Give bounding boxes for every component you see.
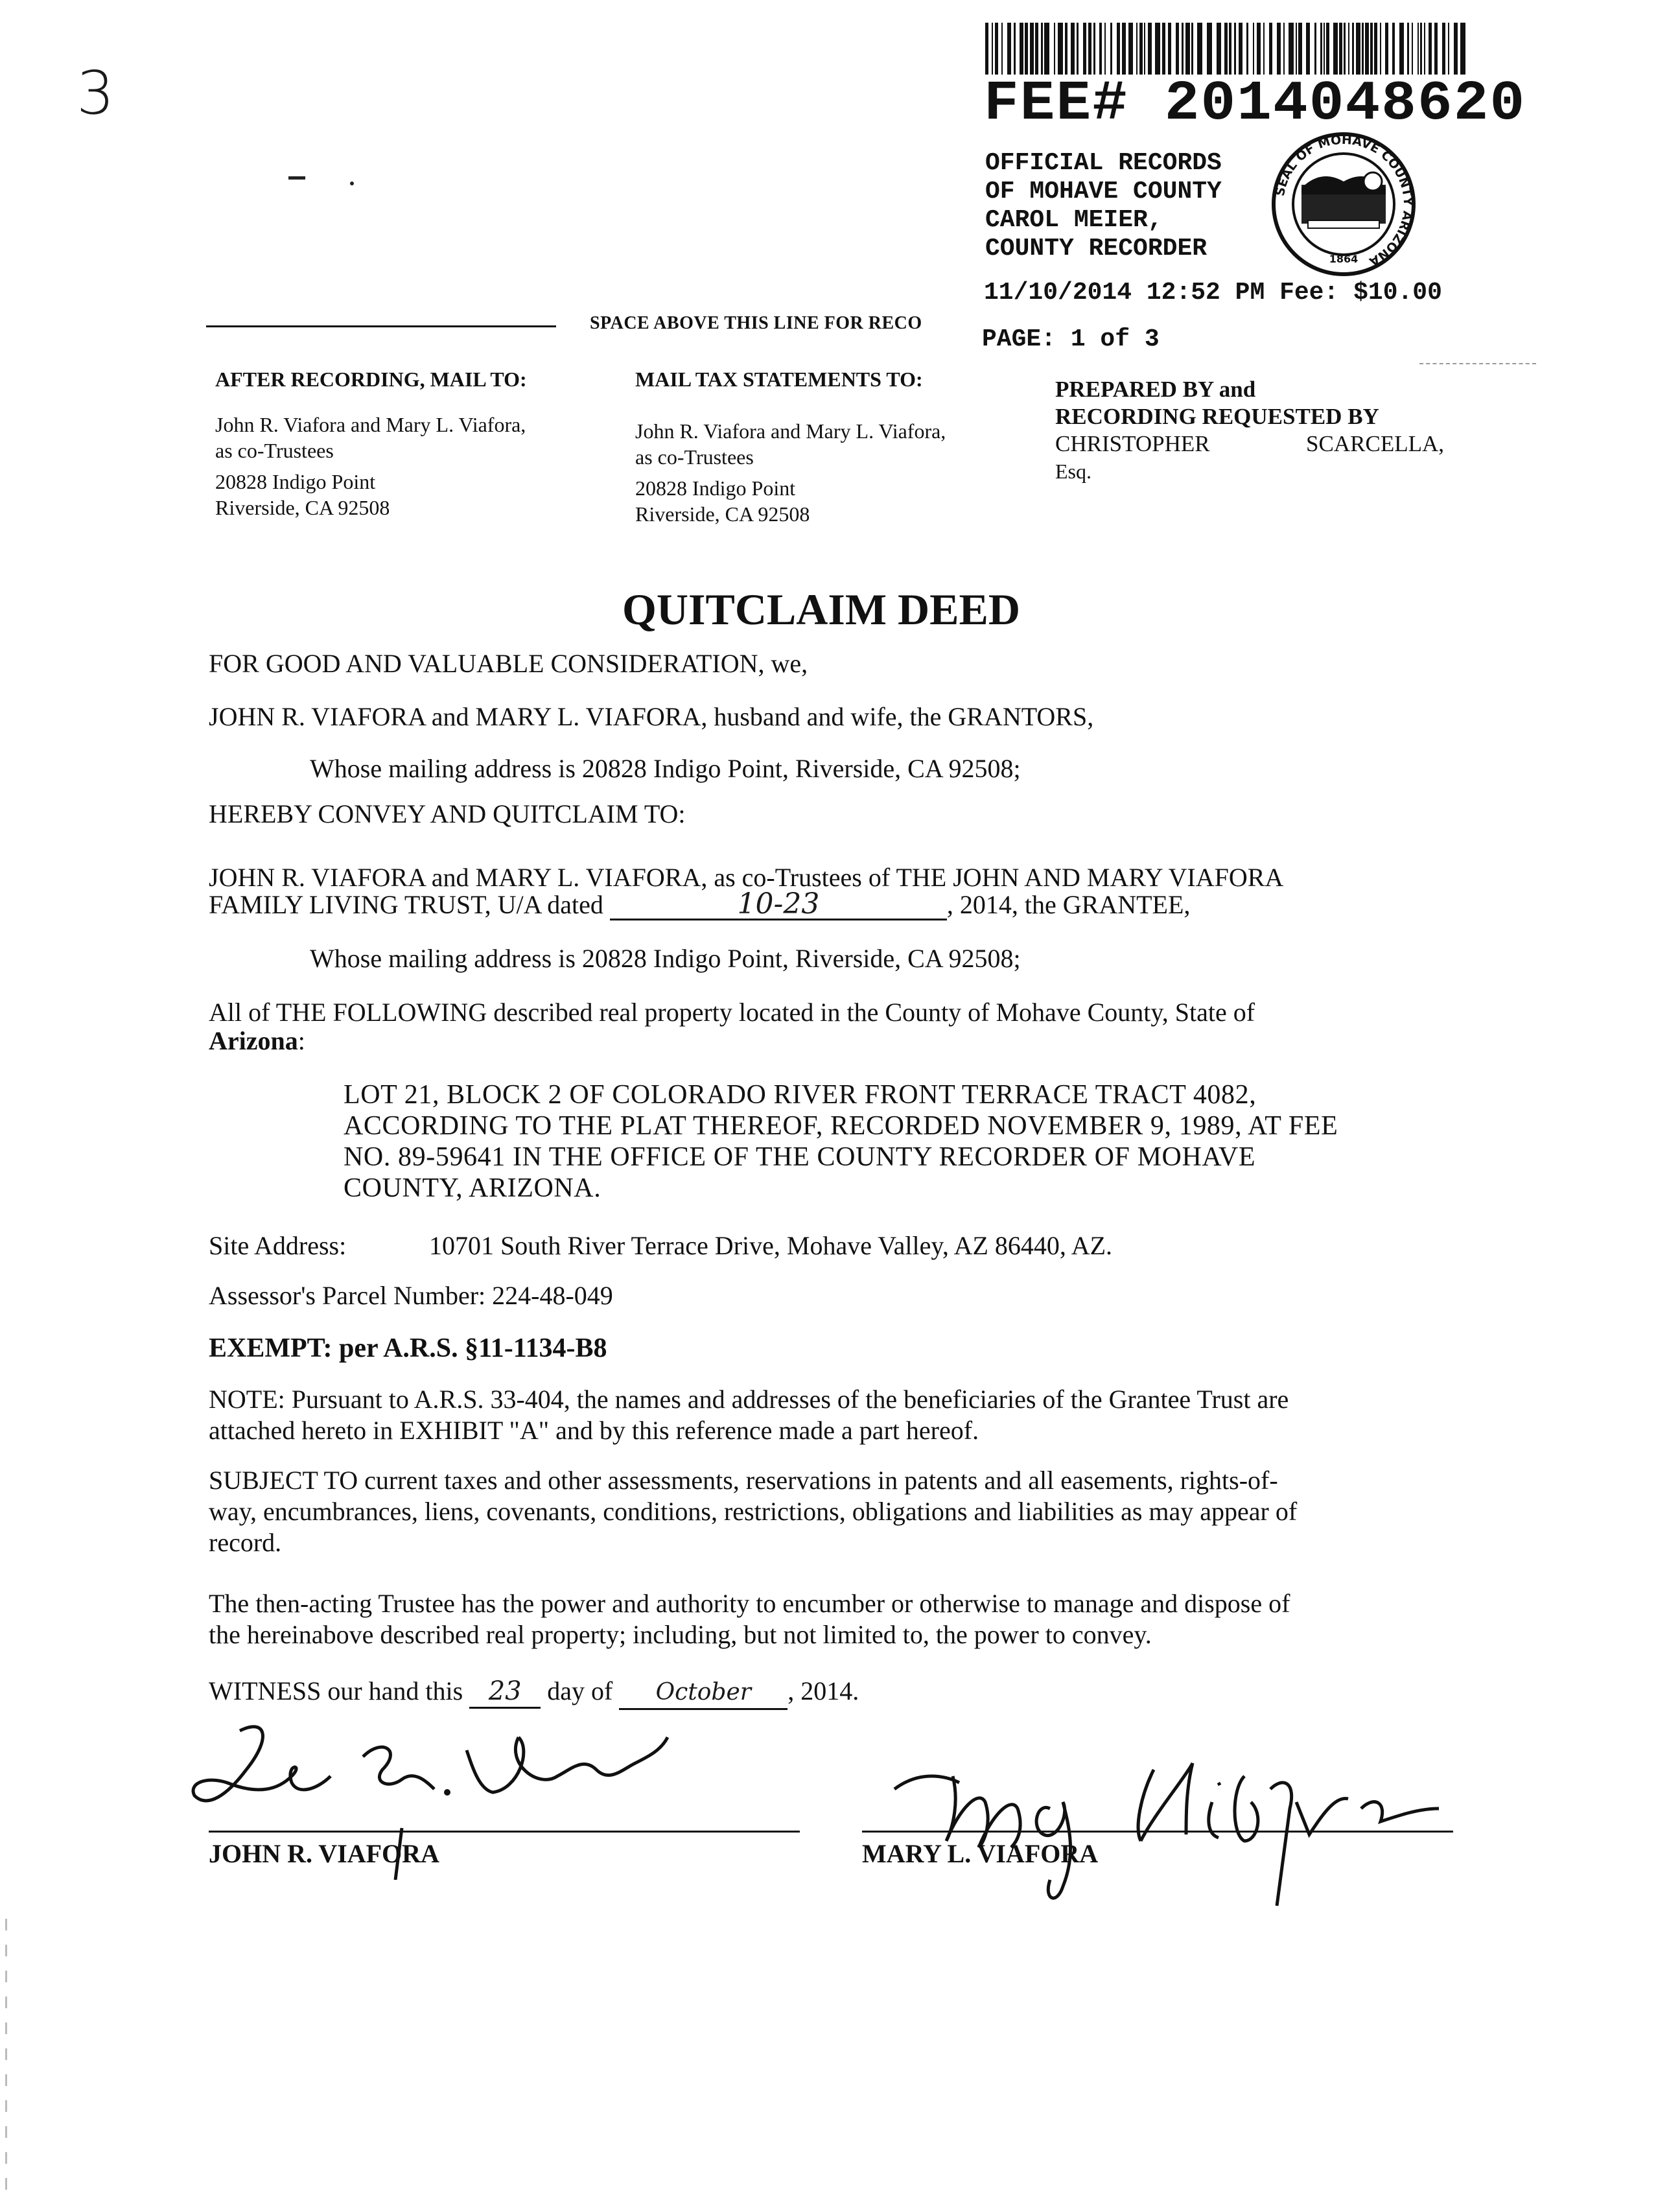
barcode-bar [1239, 23, 1242, 75]
following-line: All of THE FOLLOWING described real property located in the County of Mohave County, State of [209, 998, 1255, 1027]
barcode-bar [1058, 23, 1063, 75]
barcode-bar [1365, 23, 1369, 75]
barcode-bar [1020, 23, 1023, 75]
legal-line-2: ACCORDING TO THE PLAT THEREOF, RECORDED NOVEMBER 9, 1989, AT FEE [344, 1111, 1338, 1141]
barcode-bar [1229, 23, 1231, 75]
barcode-bar [1128, 23, 1133, 75]
barcode-bar [1324, 23, 1325, 75]
barcode-bar [1117, 23, 1120, 75]
barcode-bar [1246, 23, 1248, 75]
after-recording-name: John R. Viafora and Mary L. Viafora, [215, 413, 526, 436]
barcode-bar [1083, 23, 1086, 75]
site-address-line [209, 1230, 1112, 1261]
barcode-bar [1224, 23, 1228, 75]
site-address-value: 10701 South River Terrace Drive, Mohave Valley, AZ 86440, AZ. [429, 1231, 1113, 1260]
signer-name-john: JOHN R. VIAFORA [209, 1839, 439, 1868]
barcode-bar [1283, 23, 1285, 75]
apn-value: 224-48-049 [492, 1281, 613, 1310]
barcode-bar [1412, 23, 1413, 75]
barcode-bar [1162, 23, 1165, 75]
barcode-bar [1370, 23, 1373, 75]
barcode-bar [1333, 23, 1338, 75]
signature-line-mary [862, 1831, 1453, 1833]
grantee-line-2b: , 2014, the GRANTEE, [946, 890, 1191, 919]
barcode-bar [1362, 23, 1364, 75]
mail-tax-heading: MAIL TAX STATEMENTS TO: [635, 368, 923, 391]
recording-requested-heading: RECORDING REQUESTED BY [1055, 404, 1379, 429]
svg-text:SEAL OF MOHAVE COUNTY ARIZONA: SEAL OF MOHAVE COUNTY ARIZONA [1272, 132, 1416, 269]
trustee-line-2: the hereinabove described real property; including, but not limited to, the power to convey. [209, 1620, 1152, 1649]
barcode-bar [1454, 23, 1458, 75]
legal-line-1: LOT 21, BLOCK 2 OF COLORADO RIVER FRONT TERRACE TRACT 4082, [344, 1080, 1257, 1110]
after-recording-street: 20828 Indigo Point [215, 470, 376, 493]
barcode-bar [1306, 23, 1310, 75]
apn-label: Assessor's Parcel Number: [209, 1281, 486, 1310]
barcode-bar [1144, 23, 1145, 75]
barcode-bar [1148, 23, 1152, 75]
barcode-bar [1277, 23, 1281, 75]
after-recording-block [215, 366, 617, 521]
barcode-bar [1007, 23, 1011, 75]
barcode-bar [1442, 23, 1445, 75]
barcode-bar [1263, 23, 1265, 75]
barcode-bar [1104, 23, 1106, 75]
preparer-last: SCARCELLA, [1306, 431, 1444, 456]
barcode-bar [1077, 23, 1079, 75]
grantee-line-2a: FAMILY LIVING TRUST, U/A dated [209, 890, 603, 919]
recorder-line-1: OFFICIAL RECORDS [985, 149, 1222, 177]
barcode-bar [1065, 23, 1068, 75]
witness-day-field: 23 [469, 1676, 541, 1709]
witness-month-field: October [619, 1677, 788, 1710]
exemption-line: EXEMPT: per A.R.S. §11-1134-B8 [209, 1333, 607, 1363]
barcode-bar [1182, 23, 1184, 75]
barcode-bar [1460, 23, 1465, 75]
barcode-bar [1418, 23, 1419, 75]
barcode-bar [1044, 23, 1049, 75]
scan-edge-mark [5, 1919, 7, 2191]
barcode-bar [1392, 23, 1395, 75]
mail-tax-name: John R. Viafora and Mary L. Viafora, [635, 419, 946, 443]
witness-text-c: , 2014. [788, 1676, 859, 1705]
fee-number: FEE# 2014048620 [984, 72, 1526, 135]
barcode-bar [1380, 23, 1381, 75]
grantee-address: Whose mailing address is 20828 Indigo Point, Riverside, CA 92508; [310, 944, 1021, 973]
barcode-bar [1207, 23, 1212, 75]
mail-tax-role: as co-Trustees [635, 445, 754, 469]
barcode-bar [1099, 23, 1102, 75]
subject-line-2: way, encumbrances, liens, covenants, conditions, restrictions, obligations and liabilities as may appear of [209, 1497, 1298, 1526]
barcode-bar [1025, 23, 1028, 75]
trustee-power-paragraph [209, 1588, 1680, 1650]
after-recording-heading: AFTER RECORDING, MAIL TO: [215, 368, 527, 391]
barcode-bar [1269, 23, 1272, 75]
barcode-bar [1448, 23, 1449, 75]
trustee-line-1: The then-acting Trustee has the power and authority to encumber or otherwise to manage and dispose of [209, 1589, 1290, 1618]
barcode-bar [1339, 23, 1342, 75]
after-recording-city: Riverside, CA 92508 [215, 496, 390, 519]
consideration-line: FOR GOOD AND VALUABLE CONSIDERATION, we, [209, 649, 808, 678]
signature-line-john [209, 1831, 800, 1833]
barcode-bar [1314, 23, 1316, 75]
margin-note: 3 [76, 58, 115, 128]
subject-line-1: SUBJECT TO current taxes and other assessments, reservations in patents and all easements, rights-of- [209, 1466, 1278, 1495]
barcode-bar [1420, 23, 1422, 75]
stray-mark [288, 176, 305, 180]
seal-graphic [1269, 130, 1418, 279]
barcode-bar [1296, 23, 1297, 75]
state-name: Arizona [209, 1026, 298, 1055]
grantors-address: Whose mailing address is 20828 Indigo Point, Riverside, CA 92508; [310, 754, 1021, 783]
convey-line: HEREBY CONVEY AND QUITCLAIM TO: [209, 799, 686, 828]
note-line-2: attached hereto in EXHIBIT "A" and by this reference made a part hereof. [209, 1416, 979, 1445]
mail-tax-street: 20828 Indigo Point [635, 476, 796, 500]
barcode-bar [1356, 23, 1360, 75]
prepared-by-block [1055, 376, 1457, 485]
barcode-bar [1257, 23, 1261, 75]
faint-rule [1419, 363, 1536, 366]
barcode-bar [1344, 23, 1346, 75]
barcode-bar [1234, 23, 1236, 75]
mail-tax-city: Riverside, CA 92508 [635, 502, 810, 526]
signature-mary-graphic [881, 1737, 1465, 1932]
witness-text-b: day of [547, 1676, 613, 1705]
barcode-bar [1155, 23, 1160, 75]
barcode-bar [992, 23, 993, 75]
barcode-bar [1348, 23, 1349, 75]
subject-line-3: record. [209, 1528, 282, 1557]
state-colon: : [298, 1026, 305, 1055]
barcode-bar [1136, 23, 1138, 75]
barcode-bar [1088, 23, 1091, 75]
preparer-suffix: Esq. [1055, 460, 1091, 483]
legal-line-3: NO. 89-59641 IN THE OFFICE OF THE COUNTY RECORDER OF MOHAVE [344, 1142, 1256, 1172]
barcode-bar [1071, 23, 1075, 75]
after-recording-role: as co-Trustees [215, 439, 334, 462]
barcode-bar [1399, 23, 1404, 75]
grantor-signature-mary [881, 1737, 1465, 1932]
apn-line [209, 1280, 613, 1311]
barcode-bar [1407, 23, 1409, 75]
space-above-label: SPACE ABOVE THIS LINE FOR RECO [590, 313, 922, 333]
witness-text-a: WITNESS our hand this [209, 1676, 463, 1705]
legal-line-4: COUNTY, ARIZONA. [344, 1173, 601, 1203]
barcode-bar [1326, 23, 1329, 75]
grantee-line-2 [209, 889, 1190, 920]
preparer-name [1055, 430, 1444, 458]
barcode-bar [1424, 23, 1425, 75]
barcode-bar [1122, 23, 1126, 75]
recorder-line-4: COUNTY RECORDER [985, 235, 1208, 263]
barcode-bar [1429, 23, 1432, 75]
witness-line [209, 1676, 859, 1710]
preparer-first: CHRISTOPHER [1055, 431, 1210, 456]
barcode-bar [1374, 23, 1377, 75]
barcode-bar [1385, 23, 1388, 75]
following-state [209, 1025, 305, 1057]
barcode-bar [1289, 23, 1294, 75]
barcode-bar [985, 23, 988, 75]
note-line-1: NOTE: Pursuant to A.R.S. 33-404, the names and addresses of the beneficiaries of the Grantee Trust are [209, 1385, 1289, 1414]
barcode-bar [1139, 23, 1143, 75]
barcode-graphic [985, 23, 1471, 75]
barcode-bar [1298, 23, 1302, 75]
recorder-line-2: OF MOHAVE COUNTY [985, 178, 1222, 205]
note-paragraph [209, 1384, 1680, 1446]
svg-text:1864: 1864 [1329, 253, 1359, 265]
signer-name-mary: MARY L. VIAFORA [862, 1839, 1099, 1868]
recorder-block [985, 149, 1222, 263]
barcode-bar [1001, 23, 1003, 75]
grantors-line: JOHN R. VIAFORA and MARY L. VIAFORA, husband and wife, the GRANTORS, [209, 702, 1094, 731]
barcode-bar [1110, 23, 1112, 75]
barcode-bar [1185, 23, 1190, 75]
barcode-bar [1035, 23, 1038, 75]
mail-tax-block [635, 366, 1050, 527]
recorder-line-3: CAROL MEIER, [985, 206, 1163, 234]
barcode-bar [1030, 23, 1034, 75]
barcode-bar [1168, 23, 1171, 75]
county-seal [1269, 130, 1418, 279]
barcode-bar [1054, 23, 1055, 75]
barcode-bar [1217, 23, 1221, 75]
barcode-bar [1093, 23, 1095, 75]
stray-mark-2 [350, 182, 354, 185]
barcode-bar [1041, 23, 1043, 75]
barcode-bar [1352, 23, 1354, 75]
barcode-bar [1197, 23, 1202, 75]
recording-space-rule [206, 325, 556, 327]
legal-description [344, 1079, 1338, 1204]
barcode-bar [1253, 23, 1254, 75]
subject-to-paragraph [209, 1465, 1680, 1558]
trust-date-field: 10-23 [610, 890, 947, 920]
grantee-line-1: JOHN R. VIAFORA and MARY L. VIAFORA, as co-Trustees of THE JOHN AND MARY VIAFORA [209, 863, 1284, 892]
barcode-bar [995, 23, 998, 75]
barcode-bar [1320, 23, 1322, 75]
barcode-bar [1191, 23, 1193, 75]
document-title: QUITCLAIM DEED [622, 585, 1020, 634]
page-count: PAGE: 1 of 3 [982, 325, 1160, 353]
site-address-label: Site Address: [209, 1231, 347, 1260]
barcode-bar [1434, 23, 1438, 75]
barcode-bar [1014, 23, 1016, 75]
prepared-by-heading: PREPARED BY and [1055, 377, 1256, 402]
barcode-bar [1176, 23, 1179, 75]
barcode [985, 23, 1471, 75]
record-datetime-fee: 11/10/2014 12:52 PM Fee: $10.00 [984, 279, 1442, 307]
